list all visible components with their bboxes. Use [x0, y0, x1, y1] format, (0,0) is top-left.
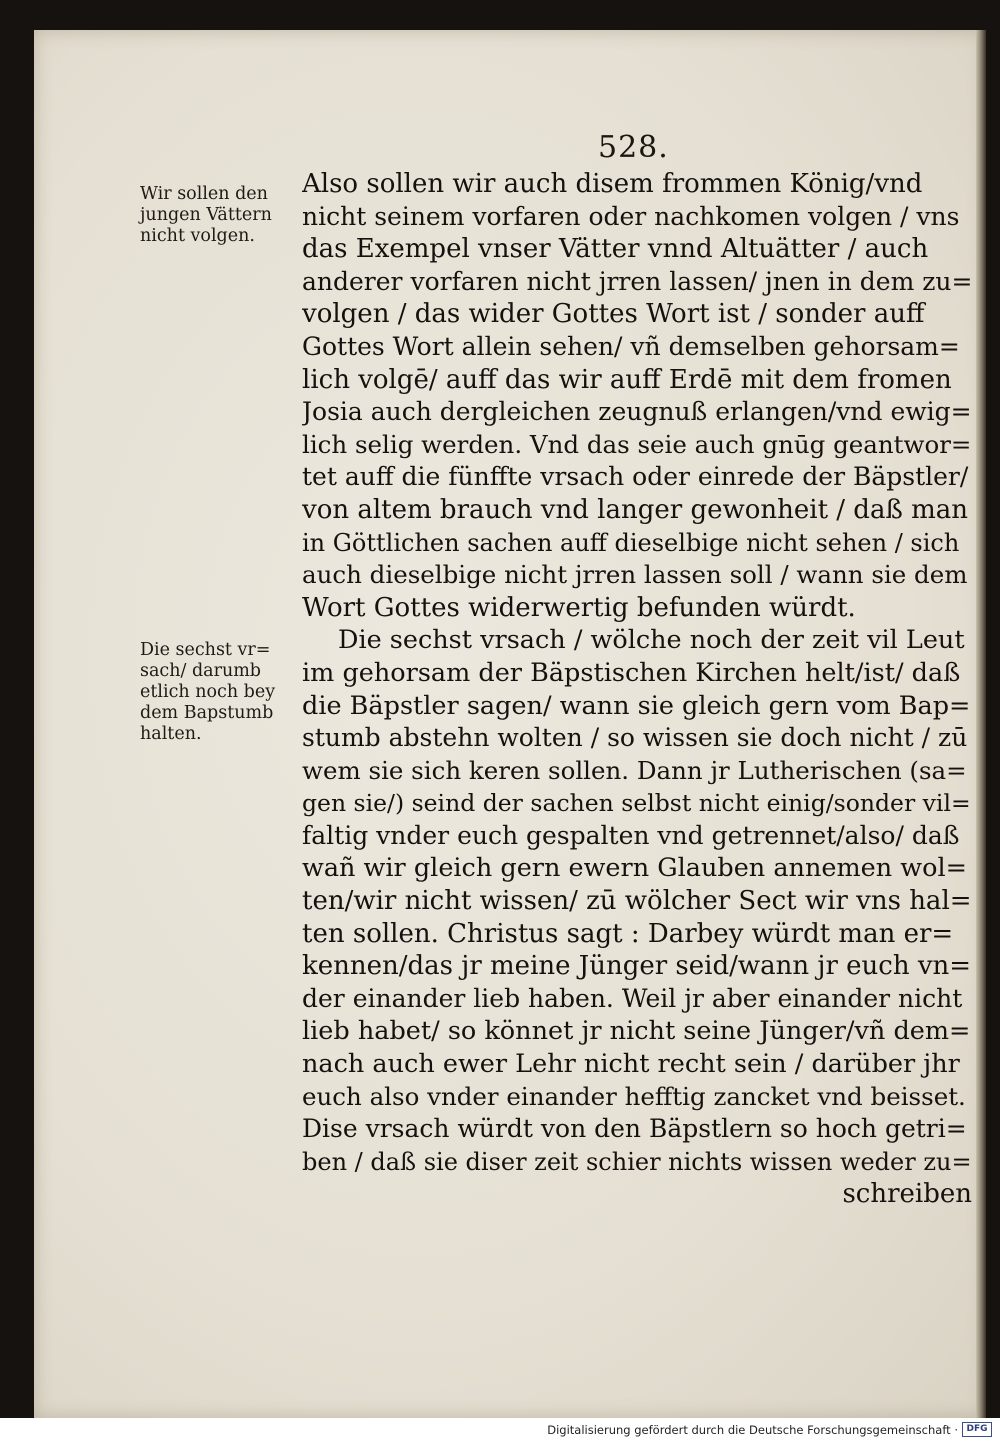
text-line: nicht seinem vorfaren oder nachkomen volgen / vns	[302, 201, 960, 231]
text-line: ben / daß sie diser zeit schier nichts wissen weder zu=	[302, 1147, 972, 1176]
text-line: Wort Gottes widerwertig befunden würdt.	[302, 592, 856, 623]
text-line: wañ wir gleich gern ewern Glauben annemen wol=	[302, 853, 967, 884]
text-line: ten/wir nicht wissen/ zū wölcher Sect wir vns hal=	[302, 886, 972, 917]
text-line: von altem brauch vnd langer gewonheit / daß man	[302, 494, 968, 525]
margin-note-1	[140, 184, 300, 247]
dfg-logo: DFG	[962, 1422, 992, 1437]
text-line: wem sie sich keren sollen. Dann jr Lutherischen (sa=	[302, 755, 967, 785]
margin-note-line: etlich noch bey	[140, 682, 276, 702]
text-line: lieb habet/ so könnet jr nicht seine Jünger/vñ dem=	[302, 1016, 971, 1047]
text-line: lich volgē/ auff das wir auff Erdē mit dem fromen	[302, 364, 952, 395]
margin-note-line: halten.	[140, 724, 202, 744]
margin-note-line: Wir sollen den	[140, 184, 268, 204]
text-line: auch dieselbige nicht jrren lassen soll / wann sie dem	[302, 560, 968, 590]
text-line: Also sollen wir auch disem frommen König/vnd	[302, 169, 923, 199]
text-line: anderer vorfaren nicht jrren lassen/ jnen in dem zu=	[302, 266, 972, 296]
text-line: faltig vnder euch gespalten vnd getrennet/also/ daß	[302, 820, 960, 850]
text-line: nach auch ewer Lehr nicht recht sein / darüber jhr	[302, 1049, 960, 1080]
text-line: volgen / das wider Gottes Wort ist / sonder auff	[302, 299, 925, 330]
text-line: kennen/das jr meine Jünger seid/wann jr euch vn=	[302, 951, 972, 982]
margin-note-2	[140, 640, 300, 745]
margin-note-line: Die sechst vr=	[140, 640, 271, 660]
footer-bar	[0, 1418, 1000, 1443]
body-text	[302, 168, 972, 1211]
text-line: stumb abstehn wolten / so wissen sie doch nicht / zū	[302, 723, 968, 753]
funding-notice: Digitalisierung gefördert durch die Deutsche Forschungsgemeinschaft ·	[547, 1423, 958, 1437]
text-line: euch also vnder einander hefftig zancket vnd beisset.	[302, 1081, 966, 1111]
text-line: Die sechst vrsach / wölche noch der zeit vil Leut	[338, 625, 965, 656]
margin-note-line: jungen Vättern	[140, 205, 272, 225]
text-line: der einander lieb haben. Weil jr aber einander nicht	[302, 983, 963, 1013]
text-line: das Exempel vnser Vätter vnnd Altuätter / auch	[302, 234, 929, 265]
page-edge	[976, 30, 986, 1418]
text-line: in Göttlichen sachen auff dieselbige nicht sehen / sich	[302, 528, 960, 557]
text-line: tet auff die fünffte vrsach oder einrede der Bäpstler/	[302, 462, 969, 492]
margin-note-line: sach/ darumb	[140, 661, 262, 681]
text-line: die Bäpstler sagen/ wann sie gleich gern vom Bap=	[302, 690, 971, 721]
text-line: Dise vrsach würdt von den Bäpstlern so hoch getri=	[302, 1114, 967, 1144]
text-line: gen sie/) seind der sachen selbst nicht einig/sonder vil=	[302, 789, 971, 818]
margin-note-line: dem Bapstumb	[140, 703, 274, 723]
text-line: lich selig werden. Vnd das seie auch gnūg geantwor=	[302, 429, 972, 459]
page-number: 528.	[598, 130, 669, 165]
text-line: im gehorsam der Bäpstischen Kirchen helt/ist/ daß	[302, 657, 961, 688]
text-line: ten sollen. Christus sagt : Darbey würdt man er=	[302, 918, 954, 949]
margin-note-line: nicht volgen.	[140, 226, 255, 246]
text-line: Josia auch dergleichen zeugnuß erlangen/vnd ewig=	[302, 397, 972, 427]
text-line: Gottes Wort allein sehen/ vñ demselben gehorsam=	[302, 331, 960, 361]
catchword: schreiben	[842, 1179, 972, 1210]
